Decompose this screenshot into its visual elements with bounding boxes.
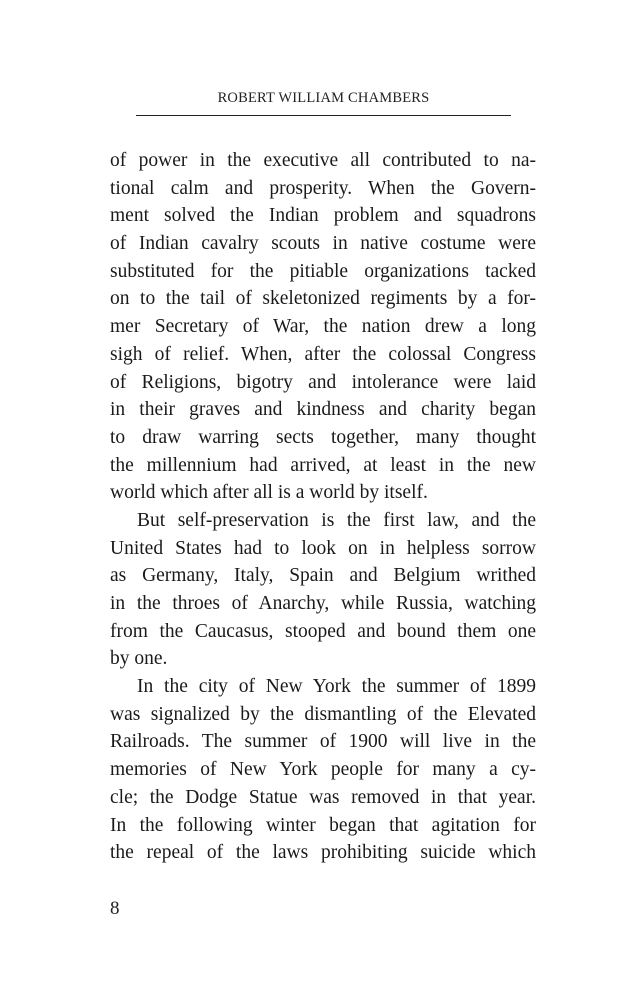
text-line: of Indian cavalry scouts in native costume were (110, 233, 536, 255)
text-line: United States had to look on in helpless sorrow (110, 537, 536, 559)
text-line: substituted for the pitiable organizations tacked (110, 260, 536, 282)
text-line: In the city of New York the summer of 1899 (137, 676, 536, 698)
text-line: of power in the executive all contributed to na- (110, 150, 536, 171)
body-text (110, 147, 536, 867)
text-line: cle; the Dodge Statue was removed in that year. (110, 786, 536, 808)
text-line: by one. (110, 648, 168, 670)
page-number: 8 (110, 898, 120, 919)
text-line: in the throes of Anarchy, while Russia, watching (110, 593, 536, 614)
text-line: world which after all is a world by itself. (110, 482, 428, 504)
text-line: as Germany, Italy, Spain and Belgium writhed (110, 565, 536, 587)
text-line: But self-preservation is the first law, and the (137, 509, 536, 531)
text-line: ment solved the Indian problem and squadrons (110, 205, 536, 227)
text-line: Railroads. The summer of 1900 will live in the (110, 731, 536, 753)
text-line: memories of New York people for many a cy- (110, 759, 536, 781)
text-line: was signalized by the dismantling of the Elevated (110, 703, 536, 725)
header-rule (136, 115, 511, 116)
text-line: the millennium had arrived, at least in the new (110, 454, 536, 476)
text-line: the repeal of the laws prohibiting suicide which (110, 842, 536, 864)
text-line: to draw warring sects together, many thought (110, 426, 536, 448)
text-line: tional calm and prosperity. When the Govern- (110, 177, 536, 199)
text-line: mer Secretary of War, the nation drew a long (110, 316, 536, 338)
running-head: ROBERT WILLIAM CHAMBERS (217, 90, 430, 106)
text-line: of Religions, bigotry and intolerance were laid (110, 371, 536, 393)
text-line: sigh of relief. When, after the colossal Congress (110, 343, 536, 365)
text-line: on to the tail of skeletonized regiments by a for- (110, 288, 536, 310)
text-line: from the Caucasus, stooped and bound them one (110, 620, 536, 642)
text-line: In the following winter began that agitation for (110, 814, 536, 836)
text-line: in their graves and kindness and charity began (110, 399, 536, 421)
